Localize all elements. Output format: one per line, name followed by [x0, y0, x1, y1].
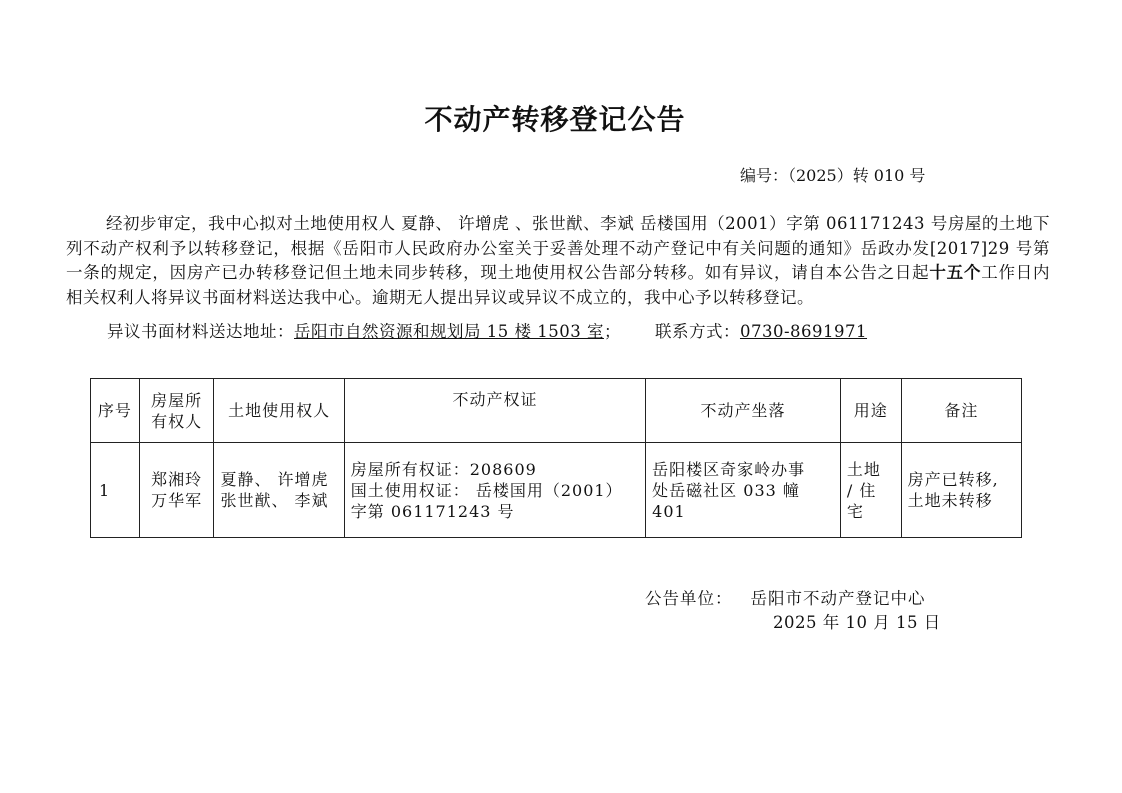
header-certificate: 不动产权证	[344, 379, 645, 443]
owner-name: 万华军	[151, 491, 203, 510]
certificate-line: 房屋所有权证：208609	[350, 459, 537, 479]
cell-certificate	[344, 443, 645, 538]
body-text-after: 工作日内相关权利人将异议书面材料送达我中心。逾期无人提出异议或异议不成立的，我中心予以转移登记。	[66, 263, 1051, 307]
notice-body	[66, 212, 1050, 310]
cell-remarks	[901, 443, 1021, 538]
cell-index: 1	[91, 443, 140, 538]
header-location: 不动产坐落	[646, 379, 841, 443]
address-value: 岳阳市自然资源和规划局 15 楼 1503 室	[294, 322, 604, 341]
issuer-line	[645, 585, 926, 609]
header-remarks: 备注	[901, 379, 1021, 443]
body-deadline-bold: 十五个	[929, 263, 982, 282]
body-text-before: 经初步审定，我中心拟对土地使用权人 夏静、 许增虎 、张世猷、李斌 岳楼国用（2001）字第 061171243 号房屋的土地下列不动产权利予以转移登记，根据《岳阳市人民政府办公室关于妥善处理不动产登记中有关问题的通知》岳政办发[2017]29 号第一条的规定，因房产已办转移登记但土地未同步转移，现土地使用权公告部分转移。如有异议，请自本公告之日起	[66, 214, 1050, 282]
owner-name: 郑湘玲	[151, 470, 203, 489]
table-header-row	[91, 379, 1022, 443]
objection-address-line	[107, 318, 867, 342]
notice-title: 不动产转移登记公告	[424, 103, 686, 136]
property-table	[90, 378, 1022, 538]
table-row	[91, 443, 1022, 538]
document-number: 编号：（2025）转 010 号	[740, 166, 926, 185]
address-separator: ；	[603, 322, 621, 341]
issuer-label: 公告单位：	[645, 589, 733, 608]
cell-owner	[139, 443, 214, 538]
cell-location	[646, 443, 841, 538]
header-owner: 房屋所有权人	[139, 379, 214, 443]
issuer-name: 岳阳市不动产登记中心	[750, 589, 926, 608]
location-line: 处岳磁社区 033 幢 401	[652, 480, 800, 521]
contact-phone: 0730-8691971	[739, 322, 868, 341]
address-label: 异议书面材料送达地址：	[107, 322, 294, 341]
remarks-line: 土地未转移	[907, 491, 993, 510]
usage-line: 土地	[846, 459, 881, 479]
cell-usage	[840, 443, 901, 538]
header-index: 序号	[91, 379, 140, 443]
contact-label: 联系方式：	[654, 322, 740, 341]
certificate-line: 国土使用权证： 岳楼国用（2001）	[350, 480, 623, 500]
usage-line: / 住	[846, 480, 877, 500]
certificate-line: 字第 061171243 号	[350, 501, 515, 521]
land-user-line: 张世猷、 李斌	[220, 491, 329, 510]
usage-line: 宅	[846, 501, 864, 521]
location-line: 岳阳楼区奇家岭办事	[652, 459, 806, 479]
header-usage: 用途	[840, 379, 901, 443]
header-land-user: 土地使用权人	[214, 379, 344, 443]
remarks-line: 房产已转移,	[907, 470, 999, 489]
cell-land-user	[214, 443, 344, 538]
land-user-line: 夏静、 许增虎	[220, 470, 329, 489]
issue-date: 2025 年 10 月 15 日	[773, 613, 941, 632]
